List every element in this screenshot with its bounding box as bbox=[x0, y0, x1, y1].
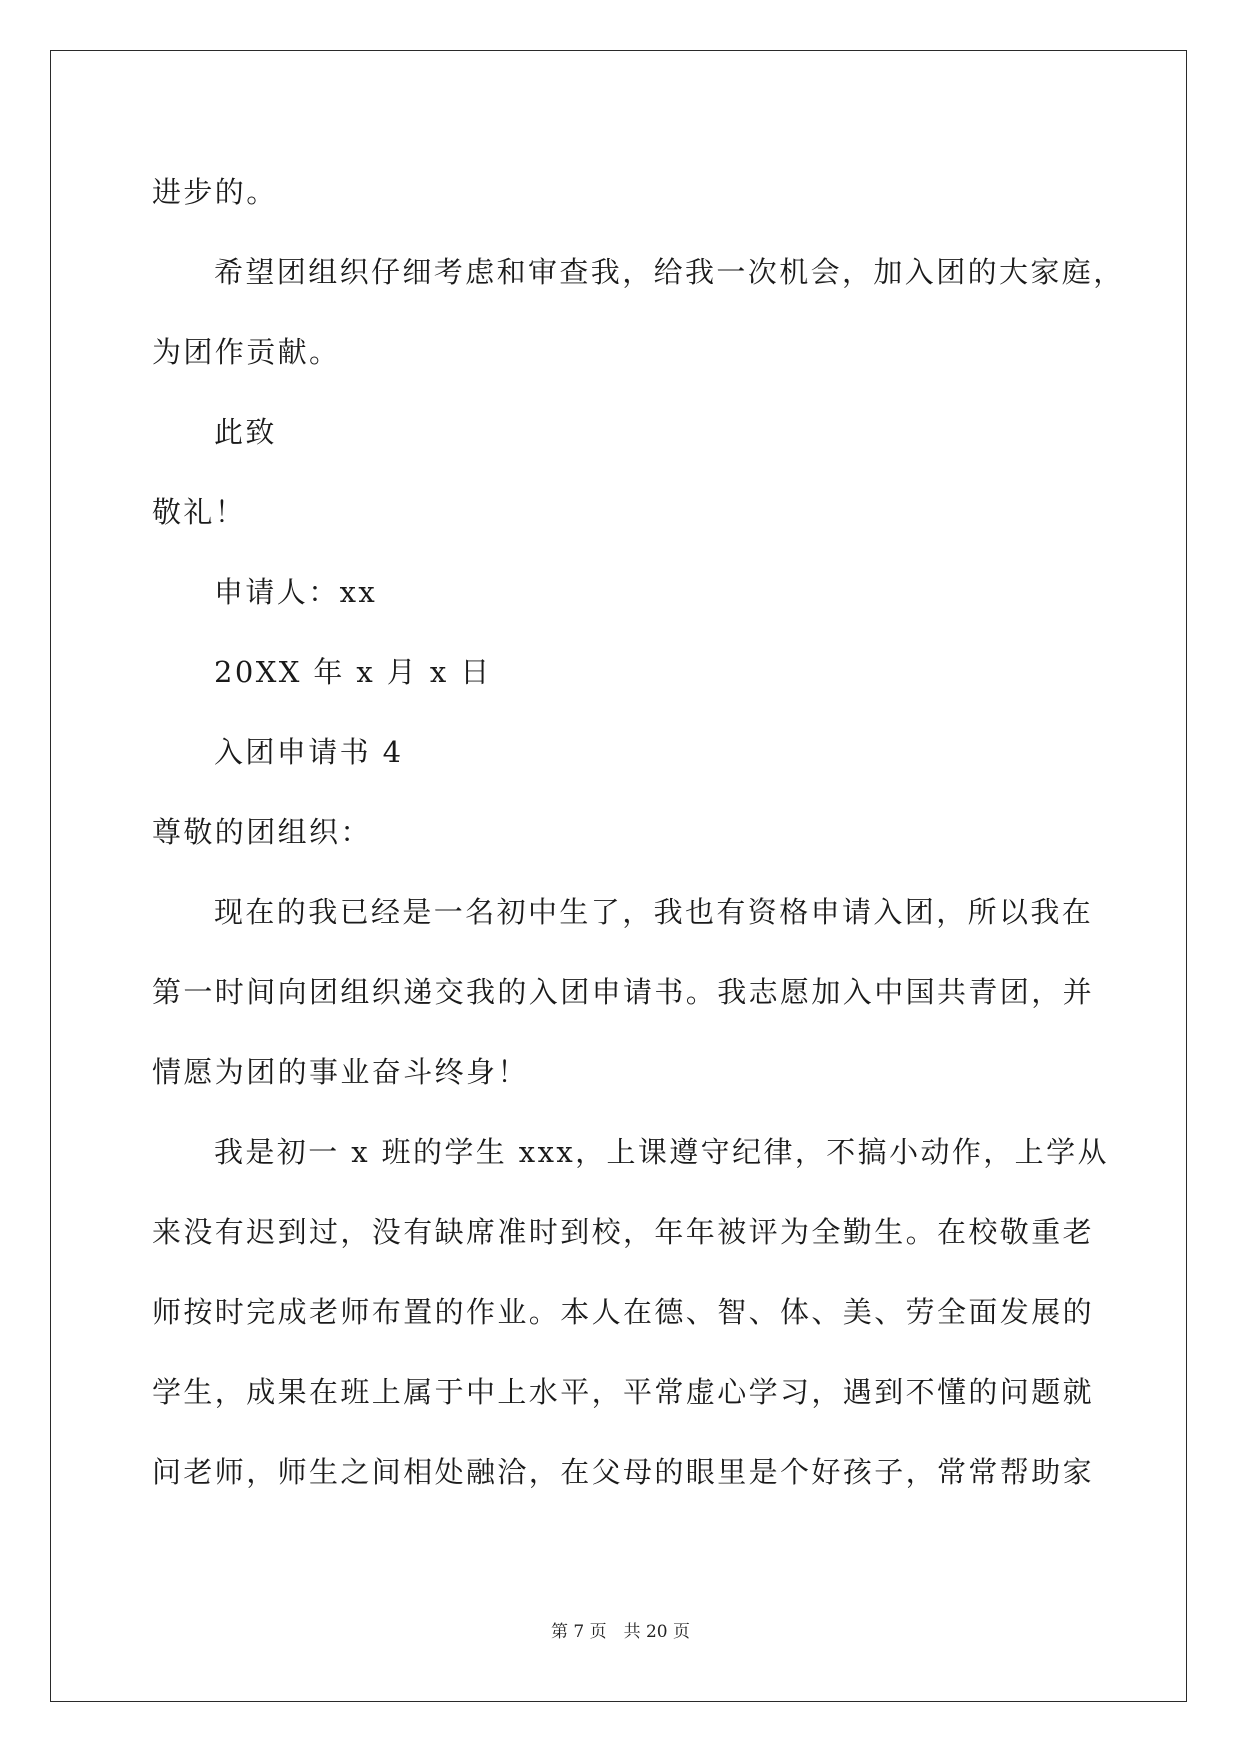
page-number: 第 7 页 共 20 页 bbox=[550, 1622, 691, 1642]
closing-salutation: 此致 bbox=[214, 415, 277, 449]
text-line: 学生，成果在班上属于中上水平，平常虚心学习，遇到不懂的问题就 bbox=[152, 1375, 1095, 1409]
text-line: 第一时间向团组织递交我的入团申请书。我志愿加入中国共青团，并 bbox=[152, 975, 1095, 1009]
text-line: 来没有迟到过，没有缺席准时到校，年年被评为全勤生。在校敬重老 bbox=[152, 1215, 1095, 1249]
text-line: 我是初一 x 班的学生 xxx，上课遵守纪律，不搞小动作，上学从 bbox=[214, 1135, 1109, 1169]
text-line: 进步的。 bbox=[152, 175, 278, 209]
text-line: 情愿为团的事业奋斗终身！ bbox=[152, 1055, 529, 1089]
text-line: 希望团组织仔细考虑和审查我，给我一次机会，加入团的大家庭， bbox=[214, 255, 1125, 289]
closing-respect: 敬礼！ bbox=[152, 495, 247, 529]
applicant-signature: 申请人：xx bbox=[214, 575, 378, 609]
text-line: 师按时完成老师布置的作业。本人在德、智、体、美、劳全面发展的 bbox=[152, 1295, 1095, 1329]
text-line: 现在的我已经是一名初中生了，我也有资格申请入团，所以我在 bbox=[214, 895, 1094, 929]
date-line: 20XX 年 x 月 x 日 bbox=[214, 655, 492, 689]
greeting: 尊敬的团组织： bbox=[152, 815, 372, 849]
text-line: 为团作贡献。 bbox=[152, 335, 341, 369]
text-line: 问老师，师生之间相处融洽，在父母的眼里是个好孩子，常常帮助家 bbox=[152, 1455, 1095, 1489]
section-title: 入团申请书 4 bbox=[214, 735, 404, 769]
